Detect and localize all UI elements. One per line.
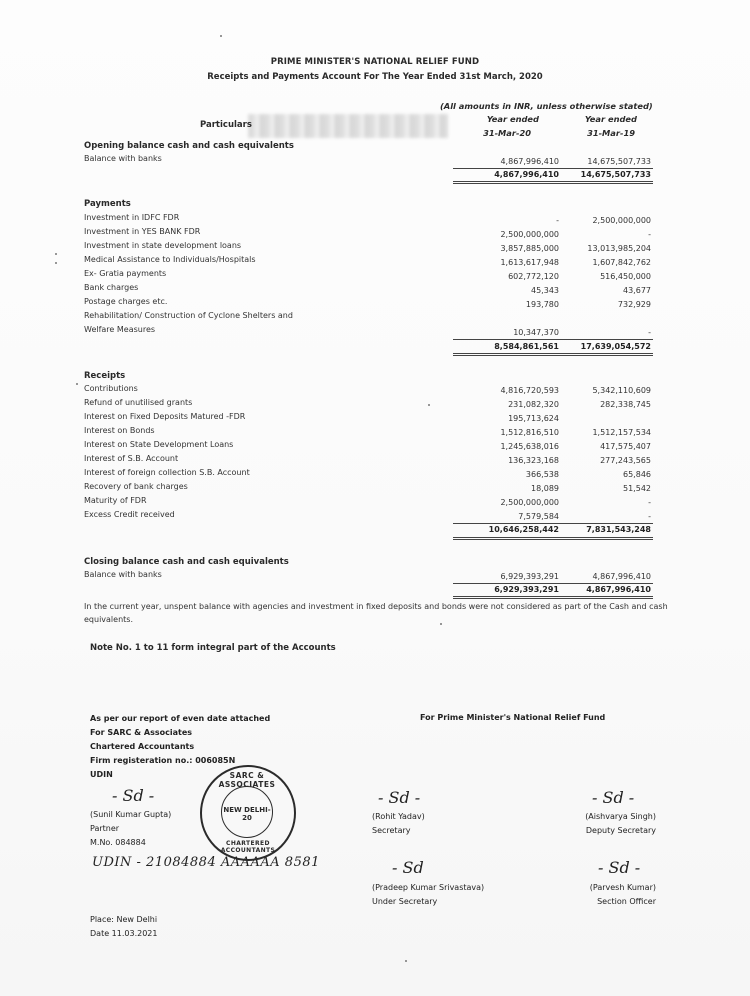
list-item: Bank charges [84, 283, 139, 292]
fund-heading: For Prime Minister's National Relief Fund [420, 713, 606, 722]
payment-v2: 13,013,985,204 [587, 244, 651, 253]
receipt-v1: 136,323,168 [508, 456, 559, 465]
list-item: Investment in state development loans [84, 241, 242, 250]
signatory-name: (Rohit Yadav) [372, 812, 425, 821]
note-line: Note No. 1 to 11 form integral part of the Accounts [90, 643, 336, 653]
opening-double-rule [453, 181, 653, 182]
col2-label: Year ended [584, 114, 637, 124]
payment-v1: 1,613,617,948 [500, 258, 559, 267]
date-text: Date 11.03.2021 [90, 929, 158, 938]
list-item: Interest of foreign collection S.B. Account [84, 468, 250, 477]
document-title: PRIME MINISTER'S NATIONAL RELIEF FUND [270, 57, 480, 67]
list-item: Investment in YES BANK FDR [84, 227, 201, 236]
receipt-v2: - [648, 512, 651, 521]
col1-label: Year ended [486, 114, 539, 124]
scan-speck [55, 253, 57, 255]
signatory-name: (Parvesh Kumar) [589, 883, 656, 892]
signatory-block [570, 881, 656, 909]
scan-speck [405, 960, 407, 962]
payment-v1: 2,500,000,000 [500, 230, 559, 239]
closing-row-v2: 4,867,996,410 [592, 572, 651, 581]
opening-heading: Opening balance cash and cash equivalents [84, 141, 294, 151]
payment-v1: 602,772,120 [508, 272, 559, 281]
payment-v2: 732,929 [617, 300, 651, 309]
list-item: Interest on Bonds [84, 426, 155, 435]
signatory-signature: - Sd - [592, 788, 635, 807]
closing-total-v2: 4,867,996,410 [586, 585, 651, 594]
col1-date: 31-Mar-20 [483, 128, 531, 138]
list-item: Interest of S.B. Account [84, 454, 179, 463]
receipt-v1: 18,089 [531, 484, 559, 493]
auditor-signature: - Sd - [112, 786, 155, 805]
payment-v2: - [648, 328, 651, 337]
document-subtitle: Receipts and Payments Account For The Year Ended 31st March, 2020 [207, 72, 543, 82]
list-item: Interest on Fixed Deposits Matured -FDR [84, 412, 246, 421]
list-item: Medical Assistance to Individuals/Hospitals [84, 255, 256, 264]
stamp-bottom-text: CHARTERED ACCOUNTANTS [220, 840, 276, 854]
opening-total-v2: 14,675,507,733 [580, 170, 651, 179]
col2-date: 31-Mar-19 [587, 128, 635, 138]
receipt-v2: 51,542 [623, 484, 651, 493]
closing-heading: Closing balance cash and cash equivalents [84, 557, 289, 567]
list-item: Welfare Measures [84, 325, 156, 334]
receipt-v1: 1,245,638,016 [500, 442, 559, 451]
receipt-v1: 195,713,624 [508, 414, 559, 423]
signatory-block [372, 810, 425, 838]
receipts-total-v2: 7,831,543,248 [586, 525, 651, 534]
signatory-block [572, 810, 656, 838]
receipt-v2: 5,342,110,609 [592, 386, 651, 395]
receipt-v2: 1,512,157,534 [592, 428, 651, 437]
stamp-top-text: SARC & ASSOCIATES [218, 771, 276, 789]
receipt-v1: 2,500,000,000 [500, 498, 559, 507]
list-item: Recovery of bank charges [84, 482, 188, 491]
payment-v1: 10,347,370 [513, 328, 559, 337]
signatory-role: Secretary [372, 826, 411, 835]
signatory-block [372, 881, 484, 909]
payment-v2: 516,450,000 [600, 272, 651, 281]
scan-speck [428, 404, 430, 406]
auditor-role: Partner [90, 824, 120, 833]
signatory-role: Under Secretary [372, 897, 438, 906]
closing-total-v1: 6,929,393,291 [494, 585, 559, 594]
receipt-v2: 277,243,565 [600, 456, 651, 465]
opening-row-v2: 14,675,507,733 [587, 157, 651, 166]
payment-v2: 1,607,842,762 [592, 258, 651, 267]
payment-v2: 43,677 [623, 286, 651, 295]
signatory-role: Deputy Secretary [585, 826, 656, 835]
receipt-v1: 366,538 [525, 470, 559, 479]
particulars-header: Particulars [200, 120, 252, 130]
payment-v1: 193,780 [525, 300, 559, 309]
footnote: In the current year, unspent balance with agencies and investment in fixed deposits and bonds were not considered as part of the Cash and cash equivalents. [84, 602, 668, 624]
receipt-v2: 65,846 [623, 470, 651, 479]
auditor-line: Firm registeration no.: 006085N [90, 756, 236, 765]
list-item: Ex- Gratia payments [84, 269, 167, 278]
list-item: Interest on State Development Loans [84, 440, 234, 449]
list-item: Refund of unutilised grants [84, 398, 193, 407]
receipts-heading: Receipts [84, 371, 126, 381]
receipt-v1: 7,579,584 [518, 512, 559, 521]
redacted-area [248, 114, 448, 138]
list-item: Investment in IDFC FDR [84, 213, 180, 222]
auditor-line: For SARC & Associates [90, 728, 193, 737]
opening-row-v1: 4,867,996,410 [500, 157, 559, 166]
scan-speck [220, 35, 222, 37]
list-item: Excess Credit received [84, 510, 175, 519]
opening-row-label: Balance with banks [84, 154, 162, 163]
payments-heading: Payments [84, 199, 131, 209]
scan-speck [440, 623, 442, 625]
scan-speck [55, 262, 57, 264]
signatory-name: (Aishvarya Singh) [585, 812, 656, 821]
list-item: Maturity of FDR [84, 496, 147, 505]
receipts-rule [453, 523, 653, 524]
list-item: Postage charges etc. [84, 297, 168, 306]
receipts-total-v1: 10,646,258,442 [488, 525, 559, 534]
signatory-signature: - Sd - [598, 858, 641, 877]
opening-total-v1: 4,867,996,410 [494, 170, 559, 179]
signatory-signature: - Sd - [378, 788, 421, 807]
payments-total-v1: 8,584,861,561 [494, 342, 559, 351]
closing-row-label: Balance with banks [84, 570, 162, 579]
payment-v1: 3,857,885,000 [500, 244, 559, 253]
place-date-block [90, 913, 157, 941]
stamp-center-text: NEW DELHI-20 [223, 806, 271, 822]
signatory-signature: - Sd [392, 858, 424, 877]
opening-rule [453, 168, 653, 169]
receipt-v2: - [648, 498, 651, 507]
payment-v1: 45,343 [531, 286, 559, 295]
place-text: Place: New Delhi [90, 915, 158, 924]
auditor-name: (Sunil Kumar Gupta) [90, 810, 172, 819]
receipt-v2: 282,338,745 [600, 400, 651, 409]
amounts-note: (All amounts in INR, unless otherwise stated) [440, 101, 653, 111]
auditor-line: UDIN [90, 770, 113, 779]
closing-row-v1: 6,929,393,291 [500, 572, 559, 581]
auditor-name-block [90, 808, 171, 850]
payment-v1: - [556, 216, 559, 225]
payments-rule [453, 339, 653, 340]
scan-speck [76, 383, 78, 385]
signatory-role: Section Officer [597, 897, 656, 906]
receipt-v1: 231,082,320 [508, 400, 559, 409]
signatory-name: (Pradeep Kumar Srivastava) [372, 883, 485, 892]
list-item: Rehabilitation/ Construction of Cyclone Shelters and [84, 311, 293, 320]
list-item: Contributions [84, 384, 138, 393]
auditor-mno: M.No. 084884 [90, 838, 146, 847]
receipt-v1: 4,816,720,593 [500, 386, 559, 395]
auditor-line: As per our report of even date attached [90, 714, 271, 723]
receipt-v2: 417,575,407 [600, 442, 651, 451]
receipt-v1: 1,512,816,510 [500, 428, 559, 437]
udin-handwritten: UDIN - 21084884 AAAAAA 8581 [92, 855, 320, 870]
payment-v2: - [648, 230, 651, 239]
payments-total-v2: 17,639,054,572 [580, 342, 651, 351]
auditor-line: Chartered Accountants [90, 742, 195, 751]
payment-v2: 2,500,000,000 [592, 216, 651, 225]
